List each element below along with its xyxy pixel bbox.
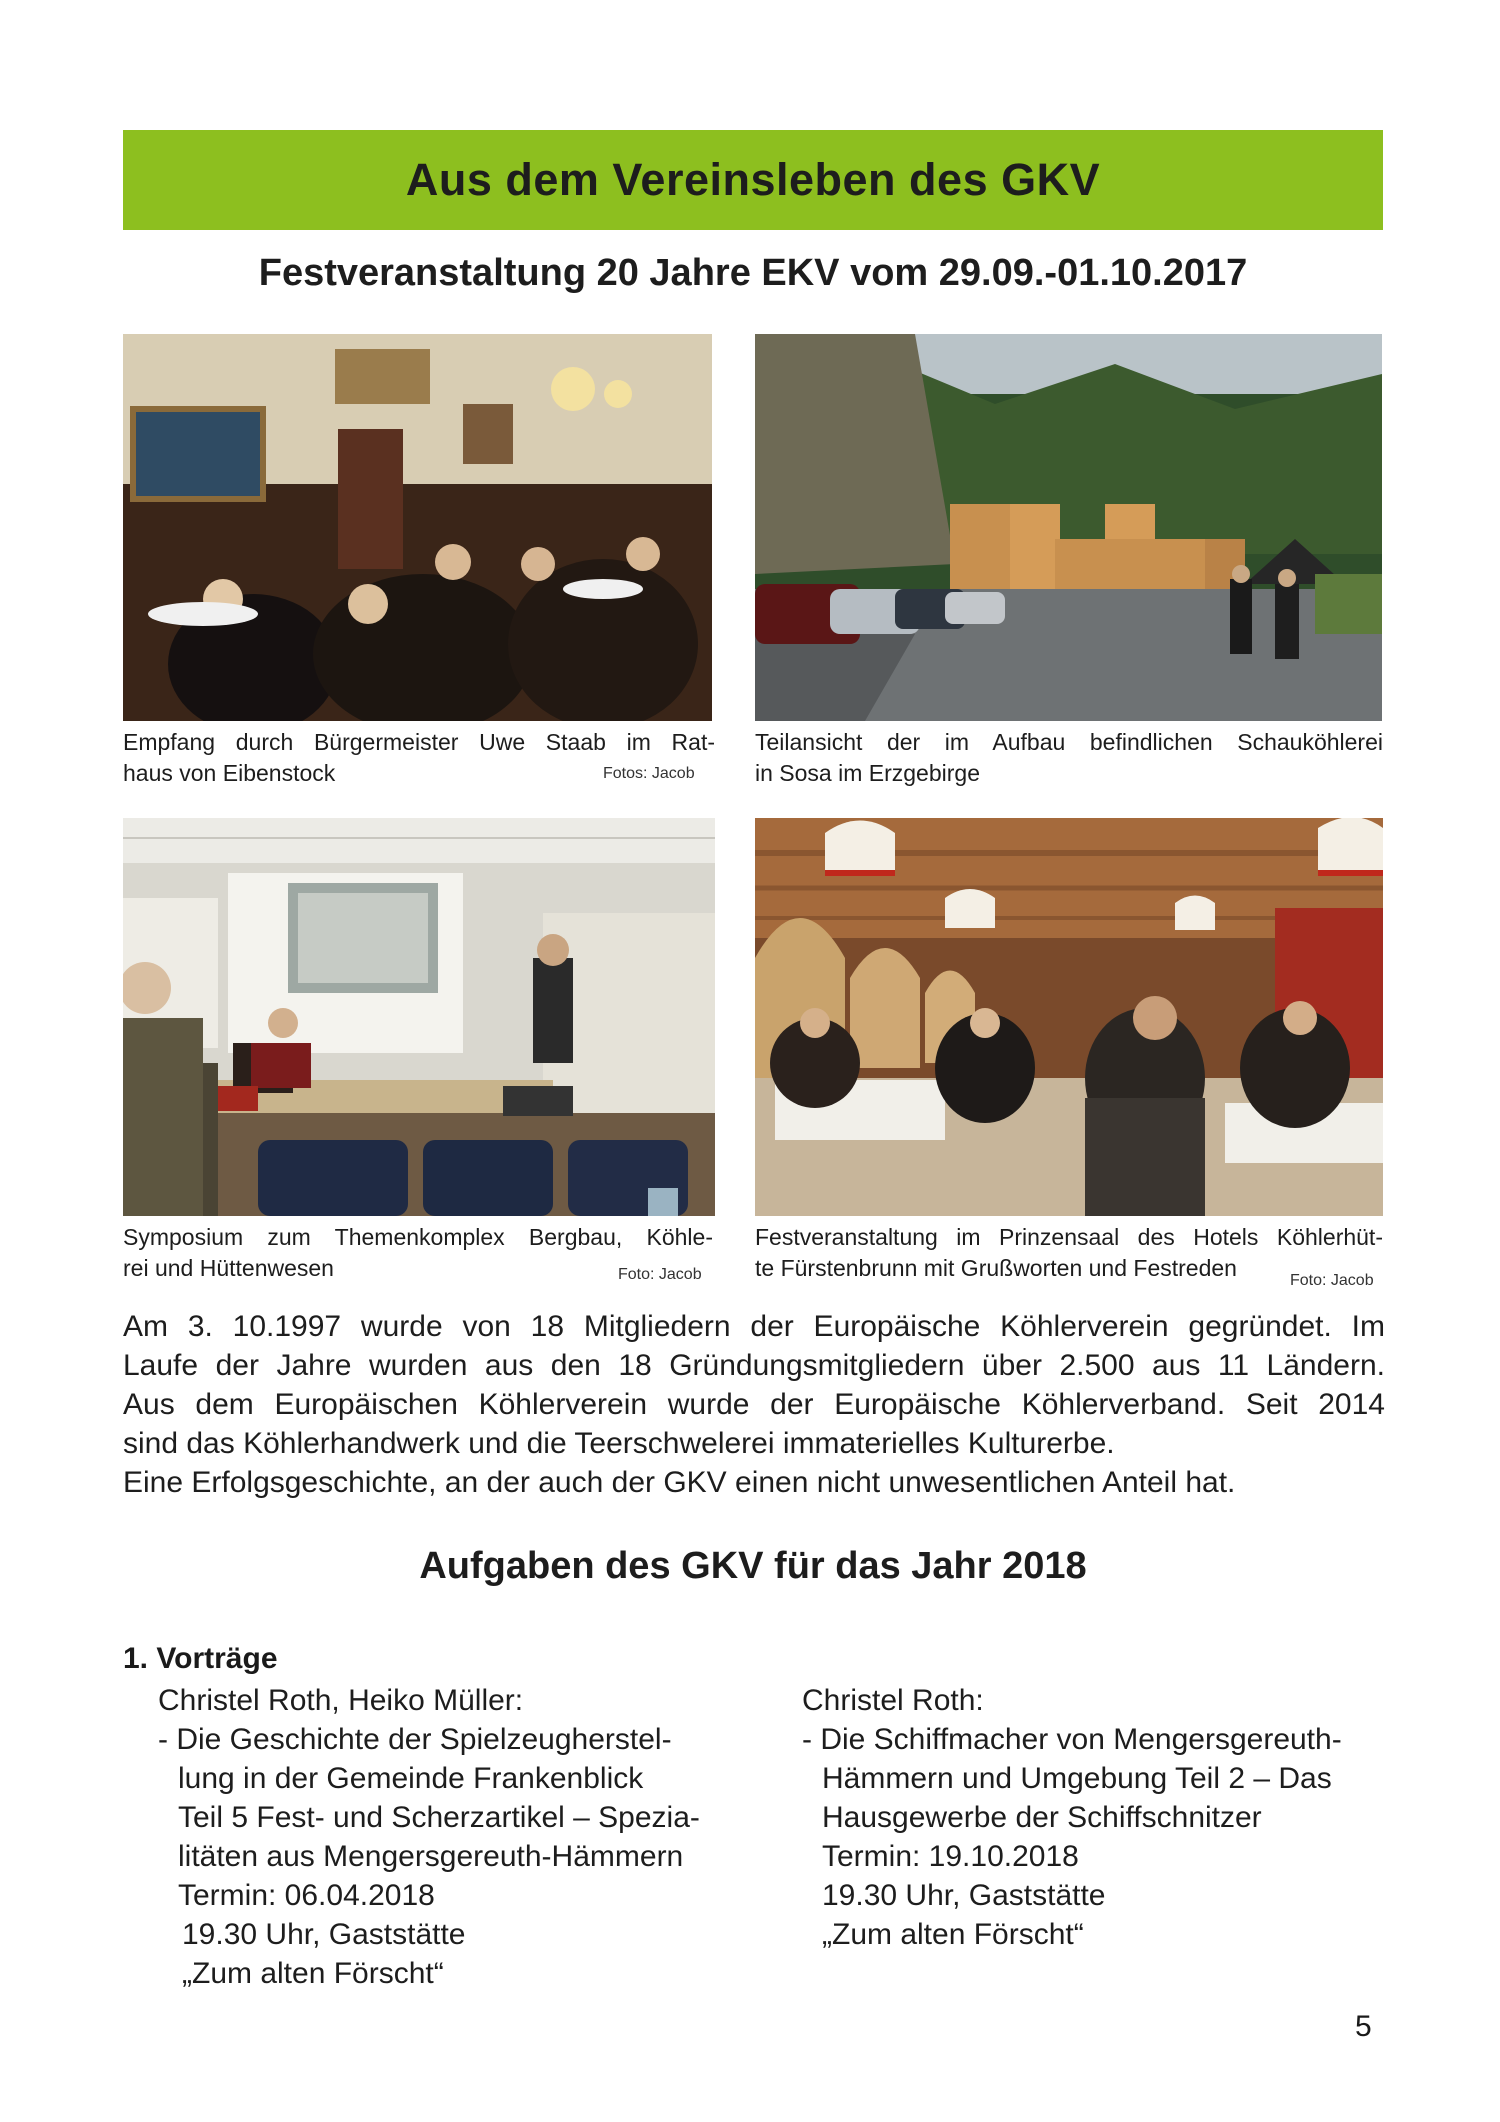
photo-hall-caption-line2 [755,1253,1295,1284]
tasks-section-title: Aufgaben des GKV für das Jahr 2018 [419,1545,1087,1587]
lecture-speakers: Christel Roth: [802,1684,984,1717]
photo-reception-credit: Fotos: Jacob [603,765,695,782]
caption-line: Symposium zum Themenkomplex Bergbau, Köhle- [123,1224,713,1250]
lecture-date: Termin: 06.04.2018 [178,1879,435,1912]
photo-festive-hall [755,818,1383,1216]
lecture-venue: „Zum alten Förscht“ [822,1918,1084,1951]
page-number: 5 [1355,2010,1372,2043]
lecture-title-line: lung in der Gemeinde Frankenblick [178,1762,644,1795]
event-title: Festveranstaltung 20 Jahre EKV vom 29.09.-01.10.2017 [258,252,1248,294]
lecture-title-line: Teil 5 Fest- und Scherzartikel – Spezia- [178,1801,700,1834]
photo-site-caption-line2 [755,758,1355,789]
lectures-heading: 1. Vorträge [123,1642,278,1675]
paragraph-line: Aus dem Europäischen Köhlerverein wurde der Europäische Köhlerverband. Seit 2014 [123,1388,1385,1421]
lecture-title-line: Hausgewerbe der Schiffschnitzer [822,1801,1262,1834]
caption-line: rei und Hüttenwesen [123,1255,334,1281]
lecture-venue: „Zum alten Förscht“ [182,1957,444,1990]
paragraph-line: Eine Erfolgsgeschichte, an der auch der GKV einen nicht unwesentlichen Anteil hat. [123,1466,1236,1499]
paragraph-line: Am 3. 10.1997 wurde von 18 Mitgliedern der Europäische Köhlerverein gegründet. Im [123,1310,1385,1343]
photo-symposium-caption-line2 [123,1253,523,1284]
caption-line: Teilansicht der im Aufbau befindlichen Schauköhlerei [755,729,1383,755]
photo-symposium-credit: Foto: Jacob [618,1266,702,1283]
photo-reception-town-hall [123,334,712,721]
caption-line: te Fürstenbrunn mit Grußworten und Festreden [755,1255,1237,1281]
photo-charcoal-site-sosa [755,334,1382,721]
photo-hall-credit: Foto: Jacob [1290,1272,1374,1289]
history-paragraph [123,1307,1385,1502]
section-banner [123,130,1383,230]
caption-line: Festveranstaltung im Prinzensaal des Hotels Köhlerhüt- [755,1224,1383,1250]
photo-reception-caption-line2 [123,758,523,789]
banner-title: Aus dem Vereinsleben des GKV [405,154,1101,205]
lecture-speakers: Christel Roth, Heiko Müller: [158,1684,524,1717]
lecture-title-line: - Die Geschichte der Spielzeugherstel- [158,1723,672,1756]
lecture-item [158,1681,738,1993]
photo-hall-caption [755,1222,1383,1253]
lecture-title-line: - Die Schiffmacher von Mengersgereuth- [802,1723,1342,1756]
lecture-date: Termin: 19.10.2018 [822,1840,1079,1873]
paragraph-line: sind das Köhlerhandwerk und die Teerschwelerei immaterielles Kulturerbe. [123,1427,1115,1460]
caption-line: Empfang durch Bürgermeister Uwe Staab im Rat- [123,729,715,755]
caption-line: in Sosa im Erzgebirge [755,760,980,786]
photo-symposium [123,818,715,1216]
caption-line: haus von Eibenstock [123,760,336,786]
lecture-item [802,1681,1382,1954]
lecture-time-place: 19.30 Uhr, Gaststätte [822,1879,1106,1912]
lecture-time-place: 19.30 Uhr, Gaststätte [182,1918,466,1951]
paragraph-line: Laufe der Jahre wurden aus den 18 Gründungsmitgliedern über 2.500 aus 11 Ländern. [123,1349,1385,1382]
photo-symposium-caption [123,1222,713,1253]
lecture-title-line: Hämmern und Umgebung Teil 2 – Das [822,1762,1332,1795]
photo-reception-caption [123,727,715,758]
photo-site-caption [755,727,1383,758]
lecture-title-line: litäten aus Mengersgereuth-Hämmern [178,1840,684,1873]
